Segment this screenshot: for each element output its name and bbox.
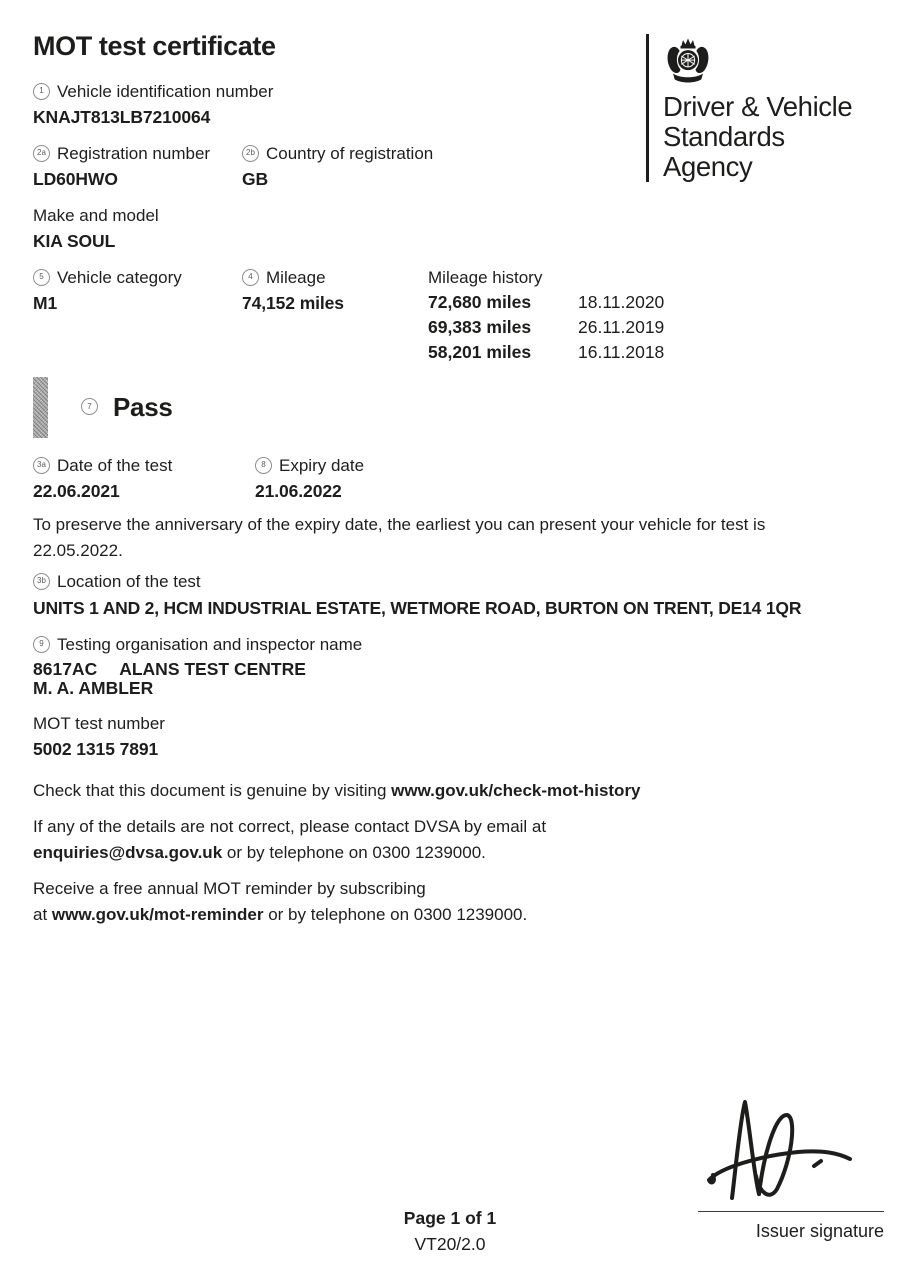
expiry-date-field <box>255 456 364 502</box>
mileage-row <box>33 268 863 363</box>
expiry-date-label-line <box>255 456 364 476</box>
expiry-date-value: 21.06.2022 <box>255 481 342 501</box>
logo-line2: Standards <box>663 121 785 152</box>
mileage-history-field <box>428 268 664 363</box>
mileage-history-miles: 72,680 miles <box>428 292 532 312</box>
registration-label-line <box>33 144 242 164</box>
mileage-history-date: 26.11.2019 <box>578 317 665 337</box>
field-ref-3a: 3a <box>33 457 50 474</box>
preserve-note-line1: To preserve the anniversary of the expiry date, the earliest you can present your vehicle for test is <box>33 515 766 534</box>
field-ref-2a: 2a <box>33 145 50 162</box>
page-title: MOT test certificate <box>33 31 276 61</box>
country-label: Country of registration <box>266 144 434 163</box>
mileage-label: Mileage <box>266 268 326 287</box>
mileage-history-row <box>428 341 664 363</box>
category-label-line <box>33 268 242 288</box>
contact-note <box>33 814 863 866</box>
field-ref-8: 8 <box>255 457 272 474</box>
mileage-history-date: 16.11.2018 <box>578 342 665 362</box>
preserve-note-line2: 22.05.2022. <box>33 541 123 560</box>
expiry-date-label: Expiry date <box>279 456 365 475</box>
mot-reminder-link: www.gov.uk/mot-reminder <box>51 905 264 924</box>
mileage-history-label: Mileage history <box>428 268 543 287</box>
reminder-note-rest: or by telephone on 0300 1239000. <box>263 905 528 924</box>
signature-line <box>698 1211 884 1212</box>
result-status-bar <box>33 377 48 438</box>
location-label: Location of the test <box>57 572 201 591</box>
country-value: GB <box>242 169 269 189</box>
vin-value: KNAJT813LB7210064 <box>33 107 211 127</box>
field-ref-5: 5 <box>33 269 50 286</box>
mot-number-value: 5002 1315 7891 <box>33 739 159 759</box>
organisation-label: Testing organisation and inspector name <box>57 635 363 654</box>
mot-number-label-line <box>33 714 863 734</box>
mileage-history-miles: 58,201 miles <box>428 342 532 362</box>
genuine-note <box>33 778 863 804</box>
mileage-field <box>242 268 428 363</box>
signature-block <box>698 1090 884 1242</box>
field-ref-7: 7 <box>81 398 98 415</box>
registration-field <box>33 144 242 190</box>
royal-crest-icon <box>663 34 713 88</box>
organisation-value <box>33 660 863 679</box>
mileage-history-date: 18.11.2020 <box>578 292 665 312</box>
dvsa-email: enquiries@dvsa.gov.uk <box>33 843 223 862</box>
field-ref-3b: 3b <box>33 573 50 590</box>
make-model-label: Make and model <box>33 206 159 225</box>
result-inner <box>81 392 173 423</box>
mileage-history-miles: 69,383 miles <box>428 317 532 337</box>
test-date-label: Date of the test <box>57 456 173 475</box>
registration-label: Registration number <box>57 144 211 163</box>
dates-row <box>33 456 863 502</box>
reminder-note-line2 <box>33 902 863 928</box>
country-field <box>242 144 433 190</box>
contact-note-line1: If any of the details are not correct, please contact DVSA by email at <box>33 817 547 836</box>
reminder-note-line1: Receive a free annual MOT reminder by subscribing <box>33 879 426 898</box>
category-label: Vehicle category <box>57 268 182 287</box>
contact-note-rest: or by telephone on 0300 1239000. <box>222 843 486 862</box>
test-date-label-line <box>33 456 255 476</box>
page-number: Page 1 of 1 <box>403 1208 497 1228</box>
field-ref-1: 1 <box>33 83 50 100</box>
test-date-value: 22.06.2021 <box>33 481 120 501</box>
reminder-note <box>33 876 863 928</box>
logo-line3: Agency <box>663 151 753 182</box>
mileage-history-label-line <box>428 268 664 288</box>
test-result-section <box>33 377 863 438</box>
category-field <box>33 268 242 363</box>
issuer-signature-scribble <box>698 1090 884 1204</box>
check-mot-history-link: www.gov.uk/check-mot-history <box>391 781 641 800</box>
reminder-note-prefix: at <box>33 905 52 924</box>
organisation-name: ALANS TEST CENTRE <box>119 659 306 679</box>
category-value: M1 <box>33 293 58 313</box>
make-model-value: KIA SOUL <box>33 231 116 251</box>
contact-note-line2 <box>33 840 863 866</box>
form-number: VT20/2.0 <box>414 1234 486 1254</box>
organisation-code: 8617AC <box>33 659 98 679</box>
make-model-label-line <box>33 206 863 226</box>
mot-number-label: MOT test number <box>33 714 165 733</box>
logo-line1: Driver & Vehicle <box>663 91 853 122</box>
mileage-history-row <box>428 316 664 338</box>
inspector-name: M. A. AMBLER <box>33 678 154 698</box>
organisation-label-line <box>33 635 863 655</box>
test-date-field <box>33 456 255 502</box>
country-label-line <box>242 144 433 164</box>
field-ref-4: 4 <box>242 269 259 286</box>
mileage-history-row <box>428 291 664 313</box>
mileage-value: 74,152 miles <box>242 293 344 313</box>
dvsa-logo <box>646 34 852 182</box>
genuine-note-text: Check that this document is genuine by visiting <box>33 781 392 800</box>
field-ref-9: 9 <box>33 636 50 653</box>
location-value: UNITS 1 AND 2, HCM INDUSTRIAL ESTATE, WETMORE ROAD, BURTON ON TRENT, DE14 1QR <box>33 598 802 618</box>
mileage-label-line <box>242 268 428 288</box>
preserve-note <box>33 512 863 564</box>
registration-value: LD60HWO <box>33 169 118 189</box>
field-ref-2b: 2b <box>242 145 259 162</box>
location-label-line <box>33 572 863 592</box>
result-value: Pass <box>113 392 173 422</box>
issuer-signature-label: Issuer signature <box>755 1221 884 1241</box>
vin-label: Vehicle identification number <box>57 82 274 101</box>
